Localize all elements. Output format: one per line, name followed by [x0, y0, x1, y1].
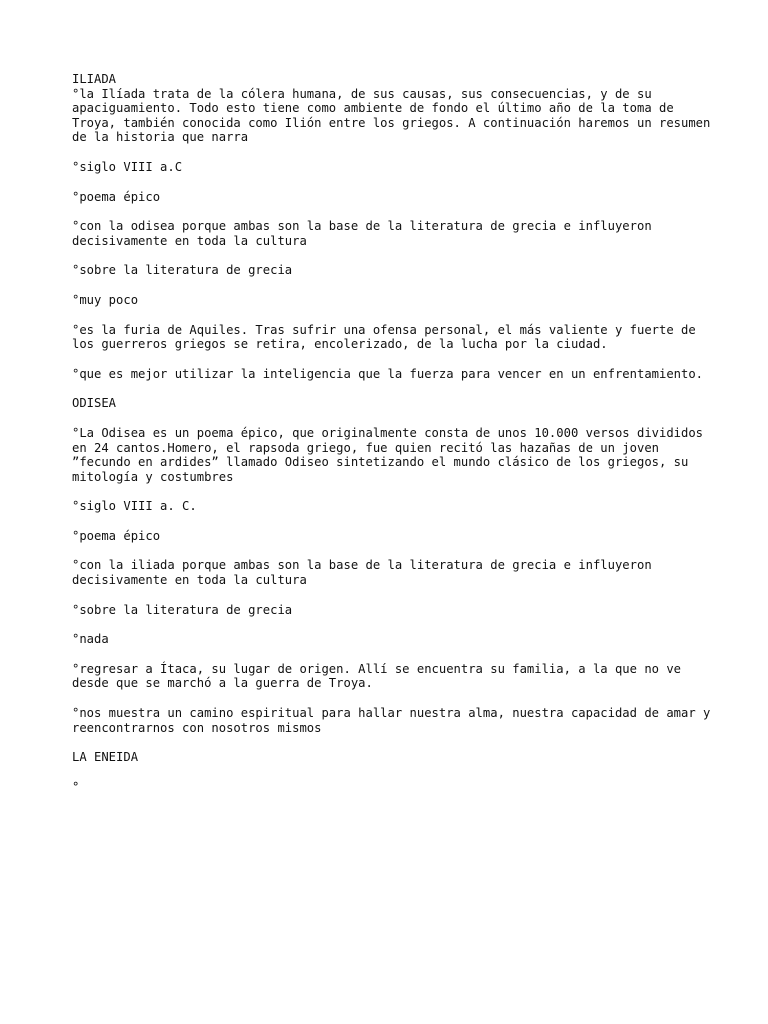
odisea-item-6: °nada [72, 632, 109, 647]
iliada-item-6: °es la furia de Aquiles. Tras sufrir una ofensa personal, el más valiente y fuerte de los guerreros griegos se retira, encolerizado, de la lucha por la ciudad. [72, 322, 704, 352]
odisea-item-3: °poema épico [72, 528, 161, 543]
iliada-intro: °la Ilíada trata de la cólera humana, de sus causas, sus consecuencias, y de su apaciguamiento. Todo esto tiene como ambiente de fondo el último año de la toma de Troya, también conocida como Ilión entre los griegos. A continuación haremos un resumen de la historia que narra [72, 86, 718, 145]
document-page [72, 72, 718, 809]
iliada-item-7: °que es mejor utilizar la inteligencia que la fuerza para vencer en un enfrentamiento. [72, 366, 704, 381]
odisea-item-1: °La Odisea es un poema épico, que originalmente consta de unos 10.000 versos divididos en 24 cantos.Homero, el rapsoda griego, fue quien recitó las hazañas de un joven ”fecundo en ardides” llamado Odiseo sintetizando el mundo clásico de los griegos, su mitología y costumbres [72, 425, 711, 484]
iliada-item-2: °poema épico [72, 189, 161, 204]
section-title-iliada: ILIADA [72, 72, 117, 86]
odisea-item-2: °siglo VIII a. C. [72, 499, 197, 514]
odisea-item-8: °nos muestra un camino espiritual para hallar nuestra alma, nuestra capacidad de amar y reencontrarnos con nosotros mismos [72, 706, 718, 735]
section-title-eneida: LA ENEIDA [72, 750, 139, 765]
eneida-item-1: ° [72, 779, 80, 794]
odisea-item-4: °con la iliada porque ambas son la base de la literatura de grecia e influyeron decisivamente en toda la cultura [72, 558, 660, 588]
odisea-item-5: °sobre la literatura de grecia [72, 602, 293, 617]
section-title-odisea: ODISEA [72, 396, 117, 411]
odisea-item-7: °regresar a Ítaca, su lugar de origen. Allí se encuentra su familia, a la que no ve desde que se marchó a la guerra de Troya. [72, 661, 689, 691]
iliada-item-1: °siglo VIII a.C [72, 159, 183, 174]
iliada-item-3: °con la odisea porque ambas son la base de la literatura de grecia e influyeron decisivamente en toda la cultura [72, 219, 660, 248]
iliada-item-5: °muy poco [72, 292, 139, 307]
iliada-item-4: °sobre la literatura de grecia [72, 263, 293, 278]
